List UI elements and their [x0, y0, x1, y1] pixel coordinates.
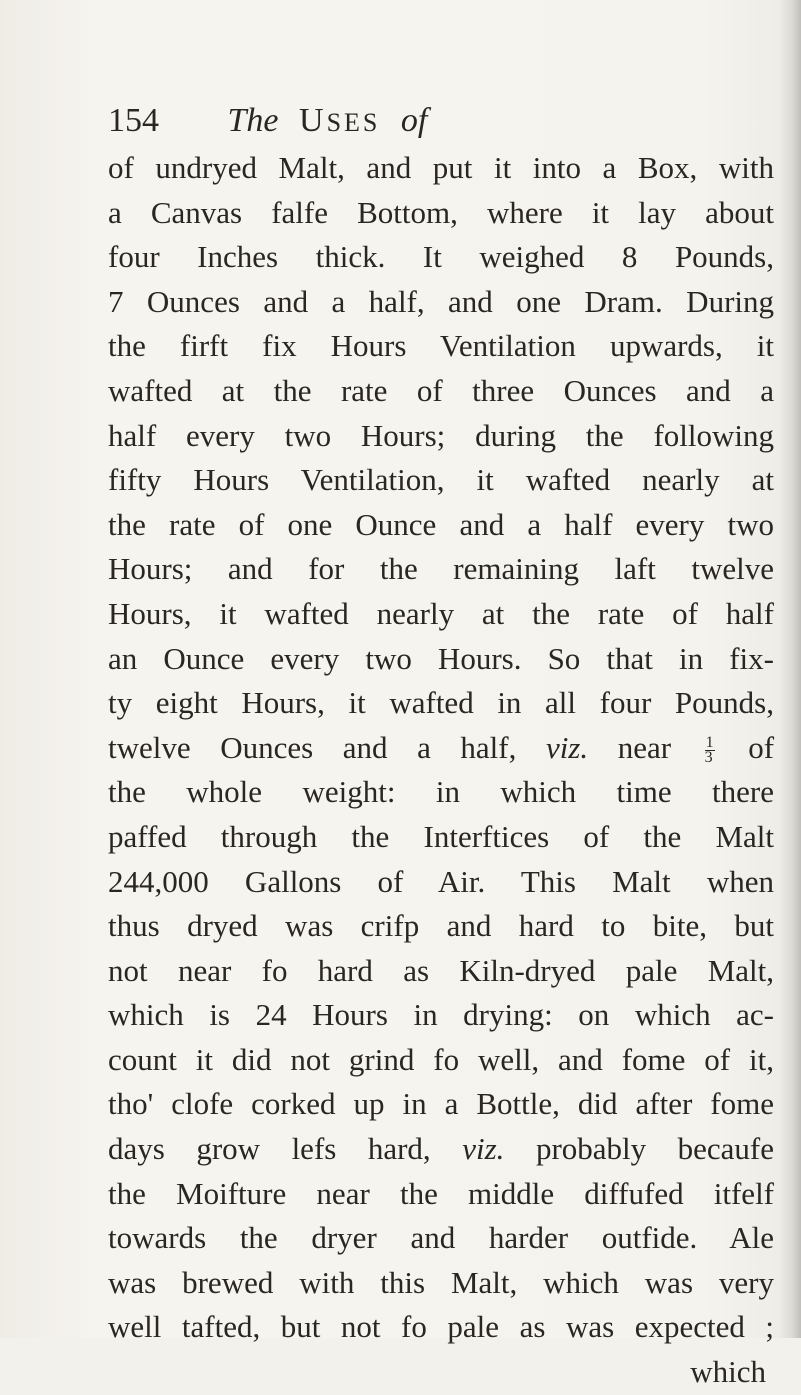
text-line-23-part-b: probably becaufe — [535, 1131, 775, 1167]
text-line-26: was brewed with this Malt, which was very — [108, 1264, 774, 1300]
text-line-23-viz: viz. — [462, 1131, 505, 1167]
text-line-17: 244,000 Gallons of Air. This Malt when — [108, 863, 774, 899]
text-line-9: the rate of one Ounce and a half every two — [108, 506, 774, 542]
text-line-24: the Moifture near the middle diffufed itfelf — [108, 1175, 774, 1211]
text-line-23 — [108, 1127, 774, 1172]
text-line-1: of undryed Malt, and put it into a Box, with — [108, 150, 774, 185]
text-line-16: paffed through the Interftices of the Malt — [108, 818, 774, 854]
body-text — [108, 146, 774, 1395]
text-line-18: thus dryed was crifp and hard to bite, but — [108, 908, 774, 944]
text-line-10: Hours; and for the remaining laft twelve — [108, 551, 774, 587]
text-line-14-part-a: twelve Ounces and a half, — [108, 729, 517, 765]
text-line-20: which is 24 Hours in drying: on which ac- — [108, 997, 774, 1033]
text-line-6: wafted at the rate of three Ounces and a — [108, 372, 774, 408]
text-line-14 — [108, 726, 774, 771]
running-title-of: of — [400, 102, 428, 139]
text-line-22: tho' clofe corked up in a Bottle, did after fome — [108, 1086, 774, 1122]
text-line-21: count it did not grind fo well, and fome of it, — [108, 1041, 774, 1077]
text-line-14-viz: viz. — [545, 729, 589, 765]
text-line-11: Hours, it wafted nearly at the rate of half — [108, 595, 774, 631]
text-line-12: an Ounce every two Hours. So that in fix- — [108, 640, 774, 676]
text-line-19: not near fo hard as Kiln-dryed pale Malt, — [108, 952, 774, 988]
running-header — [108, 96, 708, 146]
text-line-5: the firft fix Hours Ventilation upwards, it — [108, 328, 774, 364]
fraction-denominator: 3 — [704, 749, 713, 767]
text-line-14-part-b: near — [617, 729, 672, 765]
text-line-2: a Canvas falfe Bottom, where it lay about — [108, 194, 774, 230]
page-edge-shadow — [779, 0, 801, 1338]
text-line-7: half every two Hours; during the following — [108, 417, 774, 453]
text-line-3: four Inches thick. It weighed 8 Pounds, — [108, 239, 774, 275]
running-title-the: The — [227, 102, 279, 139]
page-number: 154 — [108, 102, 159, 139]
running-title-uses-rest: SES — [326, 108, 381, 137]
text-line-8: fifty Hours Ventilation, it wafted nearly at — [108, 462, 774, 498]
text-line-4: 7 Ounces and a half, and one Dram. During — [108, 283, 774, 319]
text-line-27: well tafted, but not fo pale as was expected ; — [108, 1309, 774, 1345]
catchword: which — [690, 1354, 766, 1390]
text-line-13: ty eight Hours, it wafted in all four Pounds, — [108, 685, 774, 721]
text-line-23-part-a: days grow lefs hard, — [108, 1131, 431, 1167]
text-line-15: the whole weight: in which time there — [108, 774, 774, 810]
running-title-uses-cap: U — [299, 102, 327, 139]
fraction-numerator: 1 — [705, 734, 714, 752]
text-line-14-part-c: of — [748, 729, 775, 765]
fraction-one-third — [705, 736, 715, 765]
running-title-uses — [299, 102, 380, 139]
text-line-25: towards the dryer and harder outfide. Ale — [108, 1220, 774, 1256]
